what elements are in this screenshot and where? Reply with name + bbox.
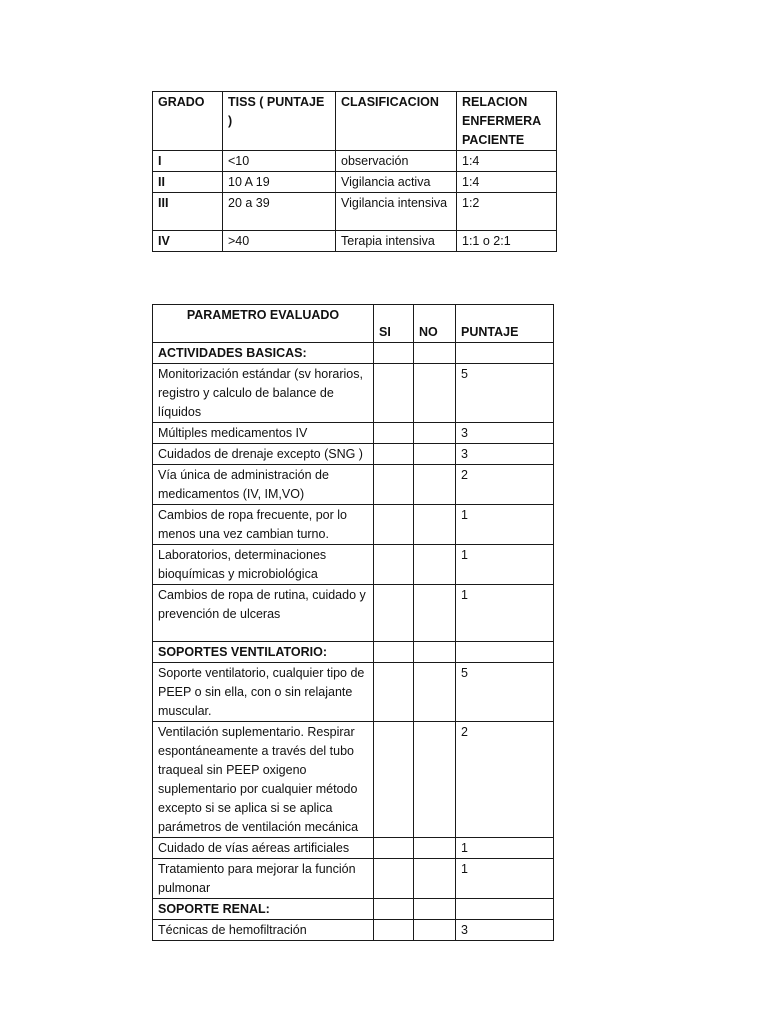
table-cell: 20 a 39 [223, 193, 336, 231]
table-cell: observación [336, 151, 457, 172]
si-cell [374, 722, 414, 838]
header-cell: RELACION ENFERMERA PACIENTE [457, 92, 557, 151]
no-cell [414, 364, 456, 423]
parameter-label: Soporte ventilatorio, cualquier tipo de PEEP o sin ella, con o sin relajante muscular. [153, 663, 374, 722]
parameter-label: Cuidado de vías aéreas artificiales [153, 838, 374, 859]
si-cell [374, 444, 414, 465]
parameter-label: Cambios de ropa de rutina, cuidado y prevención de ulceras [153, 585, 374, 642]
no-cell [414, 465, 456, 505]
header-cell: PUNTAJE [456, 305, 554, 343]
parameter-label: Laboratorios, determinaciones bioquímicas y microbiológica [153, 545, 374, 585]
si-cell [374, 920, 414, 941]
table-row [153, 423, 554, 444]
si-cell [374, 663, 414, 722]
si-cell [374, 585, 414, 642]
table-cell: Terapia intensiva [336, 231, 457, 252]
no-cell [414, 505, 456, 545]
si-cell [374, 899, 414, 920]
table-row [153, 364, 554, 423]
table-row [153, 722, 554, 838]
no-cell [414, 899, 456, 920]
table-cell: 1:4 [457, 151, 557, 172]
table-cell: II [153, 172, 223, 193]
score-cell: 5 [456, 663, 554, 722]
section-label: SOPORTE RENAL: [153, 899, 374, 920]
si-cell [374, 423, 414, 444]
score-cell [456, 343, 554, 364]
table-cell: Vigilancia intensiva [336, 193, 457, 231]
si-cell [374, 642, 414, 663]
no-cell [414, 838, 456, 859]
no-cell [414, 585, 456, 642]
score-cell: 3 [456, 444, 554, 465]
table-cell: <10 [223, 151, 336, 172]
score-cell: 1 [456, 859, 554, 899]
no-cell [414, 444, 456, 465]
no-cell [414, 642, 456, 663]
score-cell: 1 [456, 505, 554, 545]
table-cell: I [153, 151, 223, 172]
tiss-grade-table [152, 91, 557, 252]
table-cell: IV [153, 231, 223, 252]
si-cell [374, 465, 414, 505]
no-cell [414, 343, 456, 364]
score-cell [456, 642, 554, 663]
section-row [153, 899, 554, 920]
table-row [153, 505, 554, 545]
no-cell [414, 423, 456, 444]
table-row [153, 444, 554, 465]
section-row [153, 343, 554, 364]
table-row [153, 193, 557, 231]
score-cell: 1 [456, 585, 554, 642]
no-cell [414, 663, 456, 722]
no-cell [414, 920, 456, 941]
table-cell: 1:2 [457, 193, 557, 231]
table-cell: >40 [223, 231, 336, 252]
table-cell: Vigilancia activa [336, 172, 457, 193]
table-cell: 1:1 o 2:1 [457, 231, 557, 252]
score-cell: 3 [456, 423, 554, 444]
parameter-label: Tratamiento para mejorar la función pulmonar [153, 859, 374, 899]
si-cell [374, 343, 414, 364]
table-header-row [153, 92, 557, 151]
si-cell [374, 364, 414, 423]
table-cell: 10 A 19 [223, 172, 336, 193]
table-row [153, 545, 554, 585]
table-row [153, 151, 557, 172]
parameter-label: Ventilación suplementario. Respirar espontáneamente a través del tubo traqueal sin PEEP oxigeno suplementario por cualquier método excepto si se aplica si se aplica parámetros de ventilación mecánica [153, 722, 374, 838]
table-cell: 1:4 [457, 172, 557, 193]
table-row [153, 585, 554, 642]
score-cell [456, 899, 554, 920]
parameter-label: Técnicas de hemofiltración [153, 920, 374, 941]
si-cell [374, 545, 414, 585]
table-header-row [153, 305, 554, 343]
table-cell: III [153, 193, 223, 231]
table-row [153, 838, 554, 859]
header-cell: NO [414, 305, 456, 343]
no-cell [414, 722, 456, 838]
header-cell: CLASIFICACION [336, 92, 457, 151]
si-cell [374, 505, 414, 545]
si-cell [374, 859, 414, 899]
table-row [153, 172, 557, 193]
parameter-label: Vía única de administración de medicamentos (IV, IM,VO) [153, 465, 374, 505]
table-row [153, 465, 554, 505]
si-cell [374, 838, 414, 859]
no-cell [414, 859, 456, 899]
parameter-label: Cambios de ropa frecuente, por lo menos una vez cambian turno. [153, 505, 374, 545]
score-cell: 5 [456, 364, 554, 423]
section-label: ACTIVIDADES BASICAS: [153, 343, 374, 364]
parameter-label: Múltiples medicamentos IV [153, 423, 374, 444]
no-cell [414, 545, 456, 585]
score-cell: 3 [456, 920, 554, 941]
score-cell: 1 [456, 545, 554, 585]
table-row [153, 859, 554, 899]
table-row [153, 920, 554, 941]
score-cell: 2 [456, 465, 554, 505]
header-cell: TISS ( PUNTAJE ) [223, 92, 336, 151]
parameter-table [152, 304, 554, 941]
score-cell: 1 [456, 838, 554, 859]
table-row [153, 663, 554, 722]
parameter-label: Monitorización estándar (sv horarios, registro y calculo de balance de líquidos [153, 364, 374, 423]
score-cell: 2 [456, 722, 554, 838]
header-cell: PARAMETRO EVALUADO [153, 305, 374, 343]
section-row [153, 642, 554, 663]
parameter-label: Cuidados de drenaje excepto (SNG ) [153, 444, 374, 465]
section-label: SOPORTES VENTILATORIO: [153, 642, 374, 663]
header-cell: SI [374, 305, 414, 343]
header-cell: GRADO [153, 92, 223, 151]
table-row [153, 231, 557, 252]
